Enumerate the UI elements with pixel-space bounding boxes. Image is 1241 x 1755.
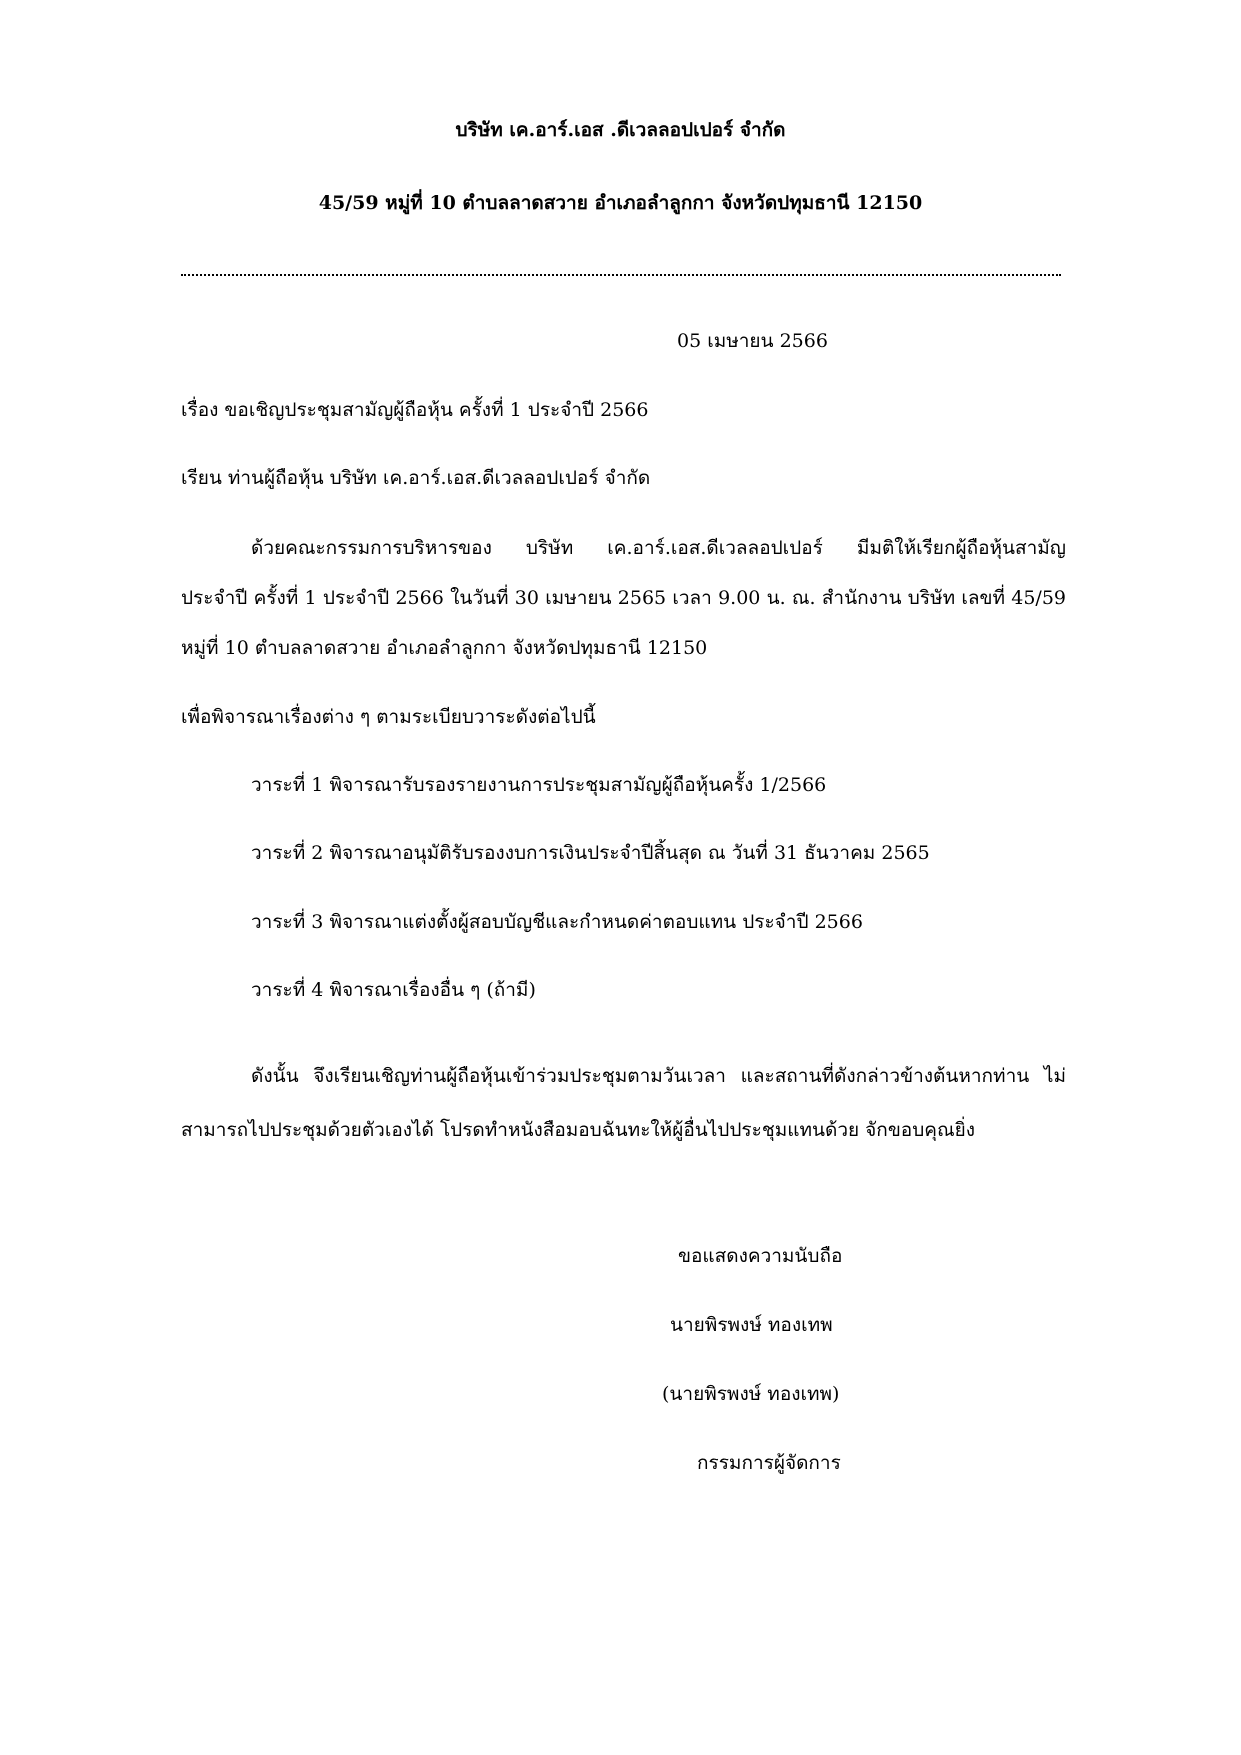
signature-name: นายพิรพงษ์ ทองเทพ (670, 1314, 833, 1336)
agenda-item: วาระที่ 1 พิจารณารับรองรายงานการประชุมสามัญผู้ถือหุ้นครั้ง 1/2566 (251, 774, 827, 796)
agenda-intro: เพื่อพิจารณาเรื่องต่าง ๆ ตามระเบียบวาระดังต่อไปนี้ (181, 706, 596, 728)
agenda-item: วาระที่ 4 พิจารณาเรื่องอื่น ๆ (ถ้ามี) (251, 979, 536, 1001)
letter-subject: เรื่อง ขอเชิญประชุมสามัญผู้ถือหุ้น ครั้งที่ 1 ประจำปี 2566 (181, 399, 649, 421)
company-name: บริษัท เค.อาร์.เอส .ดีเวลลอปเปอร์ จำกัด (455, 119, 786, 141)
company-address: 45/59 หมู่ที่ 10 ตำบลลาดสวาย อำเภอลำลูกกา จังหวัดปทุมธานี 12150 (318, 192, 923, 214)
agenda-item: วาระที่ 2 พิจารณาอนุมัติรับรองงบการเงินประจำปีสิ้นสุด ณ วันที่ 31 ธันวาคม 2565 (251, 842, 930, 864)
closing-paragraph-line: สามารถไปประชุมด้วยตัวเองได้ โปรดทำหนังสือมอบฉันทะให้ผู้อื่นไปประชุมแทนด้วย จักขอบคุณยิ่ง (181, 1119, 976, 1141)
signature-position: กรรมการผู้จัดการ (697, 1452, 841, 1474)
agenda-item: วาระที่ 3 พิจารณาแต่งตั้งผู้สอบบัญชีและกำหนดค่าตอบแทน ประจำปี 2566 (251, 911, 863, 933)
closing-paragraph-line: ดังนั้น จึงเรียนเชิญท่านผู้ถือหุ้นเข้าร่วมประชุมตามวันเวลา และสถานที่ดังกล่าวข้างต้นหากท่าน ไม่ (251, 1065, 1066, 1087)
signature-printed-name: (นายพิรพงษ์ ทองเทพ) (662, 1383, 840, 1405)
signature-regards: ขอแสดงความนับถือ (678, 1245, 843, 1267)
body-paragraph-line: ด้วยคณะกรรมการบริหารของ บริษัท เค.อาร์.เอส.ดีเวลลอปเปอร์ มีมติให้เรียกผู้ถือหุ้นสามัญ (251, 537, 1066, 559)
letter-recipient: เรียน ท่านผู้ถือหุ้น บริษัท เค.อาร์.เอส.ดีเวลลอปเปอร์ จำกัด (181, 467, 651, 489)
body-paragraph-line: ประจำปี ครั้งที่ 1 ประจำปี 2566 ในวันที่ 30 เมษายน 2565 เวลา 9.00 น. ณ. สำนักงาน บริษัท เลขที่ 45/59 (181, 587, 1066, 609)
body-paragraph-line: หมู่ที่ 10 ตำบลลาดสวาย อำเภอลำลูกกา จังหวัดปทุมธานี 12150 (181, 637, 708, 659)
header-divider (181, 274, 1061, 276)
letter-date: 05 เมษายน 2566 (677, 330, 828, 352)
